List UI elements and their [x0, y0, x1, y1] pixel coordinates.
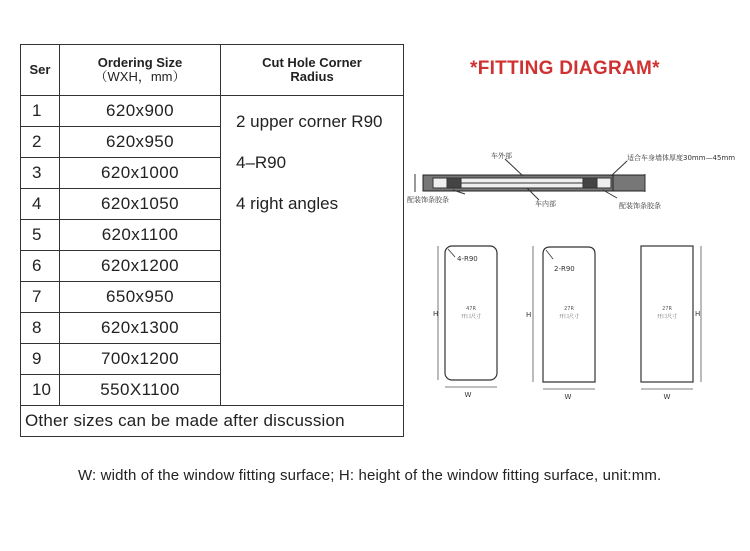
dimension-caption: W: width of the window fitting surface; H: height of the window fitting surface, unit:mm.: [78, 467, 662, 484]
label-wall-thickness: 适合车身墙体厚度30mm—45mm: [627, 154, 736, 162]
row-ser: 1: [21, 96, 60, 127]
corner-leader: [546, 250, 553, 259]
row-size: 620x1100: [60, 220, 221, 251]
row-ser: 4: [21, 189, 60, 220]
header-ser: Ser: [21, 45, 60, 96]
row-size: 620x1000: [60, 158, 221, 189]
height-label: H: [695, 310, 701, 318]
seal-right: [583, 178, 597, 188]
panel-outline: [445, 246, 497, 380]
height-label: H: [433, 310, 439, 318]
row-ser: 8: [21, 313, 60, 344]
width-label: W: [464, 391, 472, 399]
label-inner: 车内部: [535, 200, 556, 208]
row-ser: 6: [21, 251, 60, 282]
leader-wall: [611, 161, 627, 176]
panel-2-r90: [526, 246, 595, 401]
row-ser: 2: [21, 127, 60, 158]
row-size: 550X1100: [60, 375, 221, 406]
fitting-diagram-title: *FITTING DIAGRAM*: [470, 58, 660, 79]
width-label: W: [663, 393, 671, 401]
row-size: 620x900: [60, 96, 221, 127]
corner-radius-notes: [221, 96, 404, 406]
table-footer-row: [21, 406, 404, 437]
header-radius-line1: Cut Hole Corner: [262, 55, 362, 70]
panel-inner-text-1: 47R: [466, 306, 476, 312]
row-size: 700x1200: [60, 344, 221, 375]
panel-inner-text-1: 27R: [662, 306, 672, 312]
corner-leader: [448, 249, 455, 257]
ordering-size-table: [20, 44, 404, 437]
panel-inner-text-2: 开口尺寸: [656, 314, 678, 320]
row-ser: 7: [21, 282, 60, 313]
seal-left: [447, 178, 461, 188]
table-header-row: [21, 45, 404, 96]
header-corner-radius: [221, 45, 404, 96]
label-trim-left: 配装饰条胶条: [407, 196, 449, 204]
corner-label: 4-R90: [457, 255, 478, 263]
fitting-diagram: [405, 138, 740, 408]
cross-section-drawing: [415, 159, 645, 200]
row-size: 620x950: [60, 127, 221, 158]
label-trim-right: 配装饰条胶条: [619, 202, 661, 210]
row-size: 620x1300: [60, 313, 221, 344]
radius-note-2: 4–R90: [236, 153, 287, 172]
row-ser: 5: [21, 220, 60, 251]
row-ser: 10: [21, 375, 60, 406]
wall-section-right: [613, 175, 645, 191]
row-size: 650x950: [60, 282, 221, 313]
leader-outer: [505, 159, 523, 176]
header-size-line2: （WXH，mm）: [94, 69, 186, 84]
corner-label: 2-R90: [554, 265, 575, 273]
radius-note-3: 4 right angles: [236, 194, 339, 213]
width-label: W: [564, 393, 572, 401]
header-size-line1: Ordering Size: [97, 55, 183, 70]
label-outer: 车外部: [491, 152, 512, 160]
header-radius-line2: Radius: [290, 69, 334, 84]
radius-note-1: 2 upper corner R90: [236, 112, 383, 131]
panel-inner-text-1: 27R: [564, 306, 574, 312]
row-ser: 9: [21, 344, 60, 375]
row-size: 620x1050: [60, 189, 221, 220]
header-ordering-size: [60, 45, 221, 96]
table-row: [21, 96, 404, 127]
row-ser: 3: [21, 158, 60, 189]
panel-inner-text-2: 开口尺寸: [460, 314, 482, 320]
row-size: 620x1200: [60, 251, 221, 282]
panel-4-r90: [433, 246, 497, 399]
table-footer-note: Other sizes can be made after discussion: [21, 406, 404, 437]
panel-right-angles: [641, 246, 701, 401]
height-label: H: [526, 311, 532, 319]
panel-inner-text-2: 开口尺寸: [558, 314, 580, 320]
